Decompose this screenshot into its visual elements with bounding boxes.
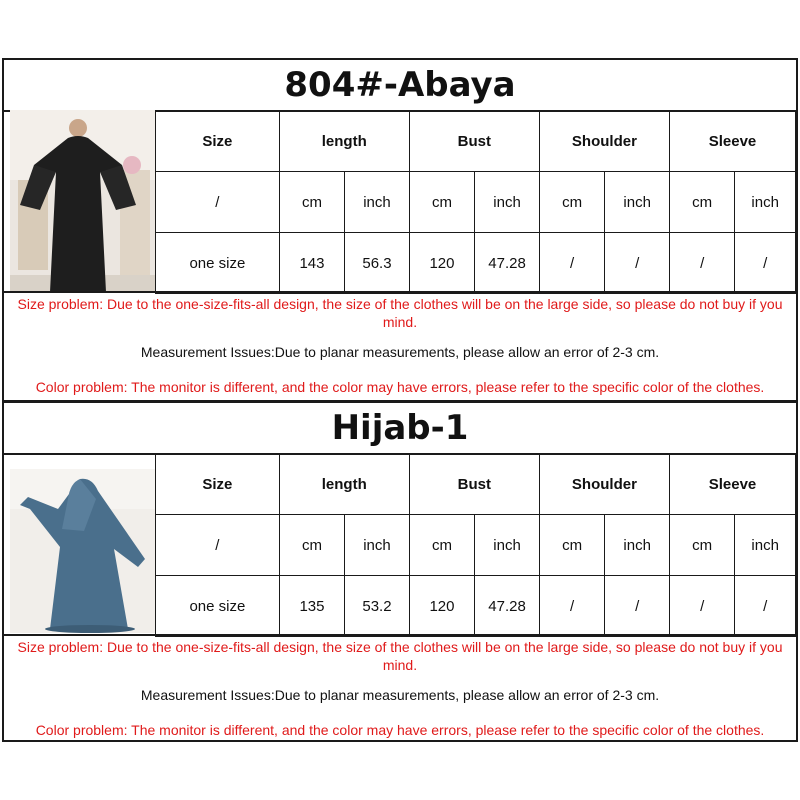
unit-cell: inch xyxy=(605,172,670,233)
header-bust: Bust xyxy=(409,454,539,515)
black-abaya-photo xyxy=(10,110,155,292)
measurement-note: Measurement Issues:Due to planar measurements, please allow an error of 2-3 cm. xyxy=(140,344,660,360)
header-size: Size xyxy=(156,111,280,172)
unit-cell: inch xyxy=(735,172,796,233)
value-cell: 47.28 xyxy=(475,233,540,294)
color-problem-note: Color problem: The monitor is different, and the color may have errors, please refer to the specific color of the clothes. xyxy=(35,722,765,738)
unit-cell: cm xyxy=(279,515,344,576)
header-sleeve: Sleeve xyxy=(669,111,795,172)
value-cell: / xyxy=(735,233,796,294)
unit-cell: inch xyxy=(475,172,540,233)
size-table xyxy=(155,110,796,294)
unit-cell: inch xyxy=(735,515,796,576)
unit-cell: / xyxy=(156,172,280,233)
header-sleeve: Sleeve xyxy=(669,454,795,515)
value-row xyxy=(156,576,796,637)
size-problem-note: Size problem: Due to the one-size-fits-all design, the size of the clothes will be on the large side, so please do not buy if you mind. xyxy=(17,296,783,330)
unit-cell: cm xyxy=(539,172,605,233)
unit-cell: cm xyxy=(669,515,734,576)
header-length: length xyxy=(279,454,409,515)
unit-row xyxy=(156,172,796,233)
unit-cell: inch xyxy=(345,515,410,576)
size-problem-note: Size problem: Due to the one-size-fits-all design, the size of the clothes will be on the large side, so please do not buy if you mind. xyxy=(17,639,783,673)
notes-block xyxy=(4,291,796,402)
value-cell: 120 xyxy=(409,233,474,294)
value-cell: one size xyxy=(156,233,280,294)
unit-cell: inch xyxy=(605,515,670,576)
unit-cell: cm xyxy=(409,172,474,233)
value-cell: 47.28 xyxy=(475,576,540,637)
value-cell: / xyxy=(539,233,605,294)
unit-cell: / xyxy=(156,515,280,576)
value-cell: 120 xyxy=(409,576,474,637)
unit-cell: inch xyxy=(345,172,410,233)
header-shoulder: Shoulder xyxy=(539,454,669,515)
measurement-note: Measurement Issues:Due to planar measurements, please allow an error of 2-3 cm. xyxy=(140,687,660,703)
unit-cell: inch xyxy=(475,515,540,576)
value-cell: 135 xyxy=(279,576,344,637)
product-title: Hijab-1 xyxy=(4,403,796,455)
value-cell: 53.2 xyxy=(345,576,410,637)
value-cell: / xyxy=(669,233,734,294)
value-row xyxy=(156,233,796,294)
header-row xyxy=(156,454,796,515)
value-cell: / xyxy=(539,576,605,637)
unit-cell: cm xyxy=(669,172,734,233)
value-cell: 143 xyxy=(279,233,344,294)
header-bust: Bust xyxy=(409,111,539,172)
header-size: Size xyxy=(156,454,280,515)
color-problem-note: Color problem: The monitor is different, and the color may have errors, please refer to the specific color of the clothes. xyxy=(35,379,765,395)
size-chart-sheet xyxy=(2,58,798,742)
notes-block xyxy=(4,634,796,742)
value-cell: / xyxy=(605,233,670,294)
unit-row xyxy=(156,515,796,576)
product-title: 804#-Abaya xyxy=(4,60,796,112)
header-shoulder: Shoulder xyxy=(539,111,669,172)
unit-cell: cm xyxy=(539,515,605,576)
unit-cell: cm xyxy=(279,172,344,233)
header-row xyxy=(156,111,796,172)
blue-hijab-photo xyxy=(10,469,155,633)
value-cell: / xyxy=(605,576,670,637)
value-cell: one size xyxy=(156,576,280,637)
value-cell: 56.3 xyxy=(345,233,410,294)
size-table xyxy=(155,453,796,637)
header-length: length xyxy=(279,111,409,172)
value-cell: / xyxy=(735,576,796,637)
unit-cell: cm xyxy=(409,515,474,576)
value-cell: / xyxy=(669,576,734,637)
